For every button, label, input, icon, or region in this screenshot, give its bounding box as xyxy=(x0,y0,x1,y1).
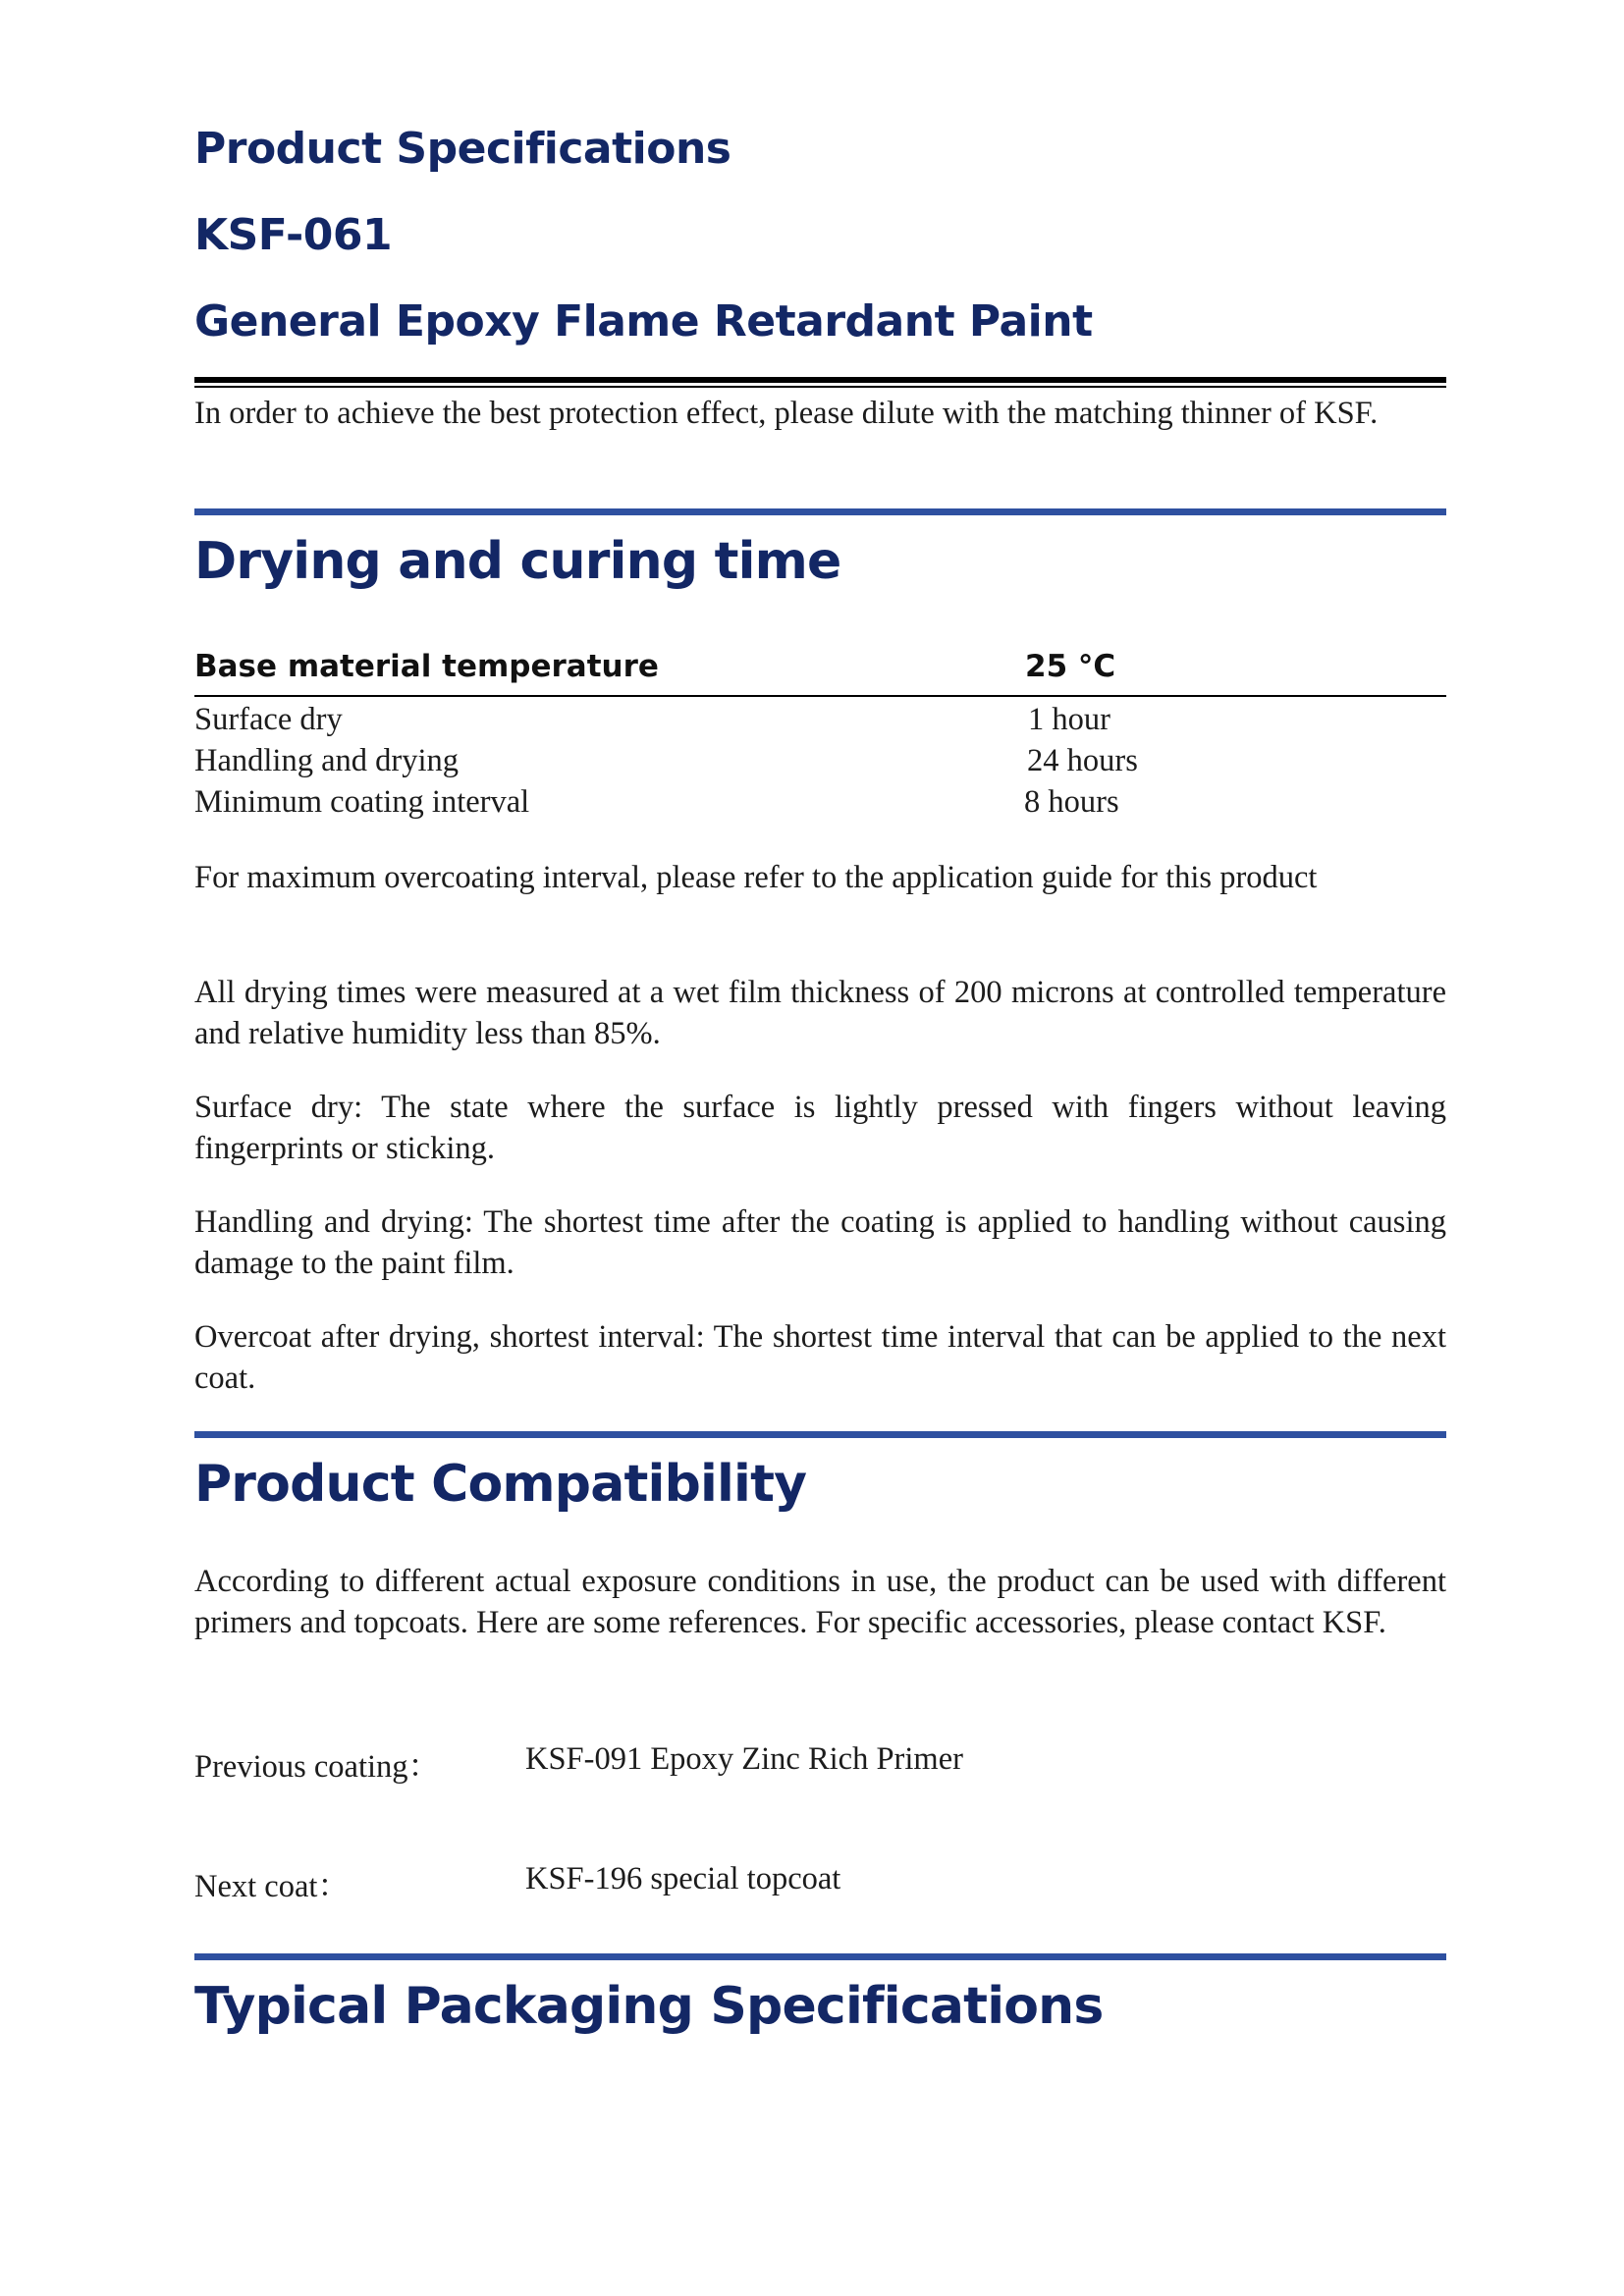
section-divider-compatibility xyxy=(194,1431,1446,1438)
table-row xyxy=(194,743,1446,784)
section-divider-drying xyxy=(194,508,1446,515)
drying-paragraph: Handling and drying: The shortest time after the coating is applied to handling without causing damage to the paint film. xyxy=(194,1204,1446,1281)
previous-coating-value: KSF-091 Epoxy Zinc Rich Primer xyxy=(525,1741,963,1777)
row-label: Handling and drying xyxy=(194,743,459,778)
previous-coating-label: Previous coating： xyxy=(194,1749,441,1785)
drying-paragraph: All drying times were measured at a wet film thickness of 200 microns at controlled temperature and relative humidity less than 85%. xyxy=(194,975,1446,1051)
doc-title: Product Specifications xyxy=(194,124,731,174)
section-title-compatibility: Product Compatibility xyxy=(194,1455,807,1514)
header-divider xyxy=(194,377,1446,389)
drying-table-header xyxy=(194,649,1446,692)
table-row xyxy=(194,784,1446,826)
row-label: Surface dry xyxy=(194,702,343,737)
table-header-label: Base material temperature xyxy=(194,649,659,684)
intro-paragraph: In order to achieve the best protection effect, please dilute with the matching thinner of KSF. xyxy=(194,396,1379,431)
previous-coating-row xyxy=(194,1741,1446,1783)
section-title-drying: Drying and curing time xyxy=(194,532,841,591)
row-value: 1 hour xyxy=(1028,702,1110,737)
row-label: Minimum coating interval xyxy=(194,784,530,820)
drying-paragraph: For maximum overcoating interval, please refer to the application guide for this product xyxy=(194,860,1318,895)
section-title-packaging: Typical Packaging Specifications xyxy=(194,1977,1104,2036)
drying-paragraph: Surface dry: The state where the surface is lightly pressed with fingers without leaving fingerprints or sticking. xyxy=(194,1090,1446,1166)
table-header-value: 25 °C xyxy=(1025,649,1116,684)
next-coat-label: Next coat： xyxy=(194,1869,350,1904)
section-divider-packaging xyxy=(194,1953,1446,1960)
compatibility-paragraph: According to different actual exposure conditions in use, the product can be used with different primers and topcoats. Here are some references. For specific accessories, please contact KSF. xyxy=(194,1564,1446,1640)
next-coat-row xyxy=(194,1861,1446,1902)
row-value: 24 hours xyxy=(1027,743,1138,778)
product-name: General Epoxy Flame Retardant Paint xyxy=(194,296,1093,347)
next-coat-value: KSF-196 special topcoat xyxy=(525,1861,841,1896)
row-value: 8 hours xyxy=(1024,784,1119,820)
table-row xyxy=(194,702,1446,743)
product-code: KSF-061 xyxy=(194,210,393,260)
drying-paragraph: Overcoat after drying, shortest interval: The shortest time interval that can be applied to the next coat. xyxy=(194,1319,1446,1396)
table-header-rule xyxy=(194,695,1446,697)
